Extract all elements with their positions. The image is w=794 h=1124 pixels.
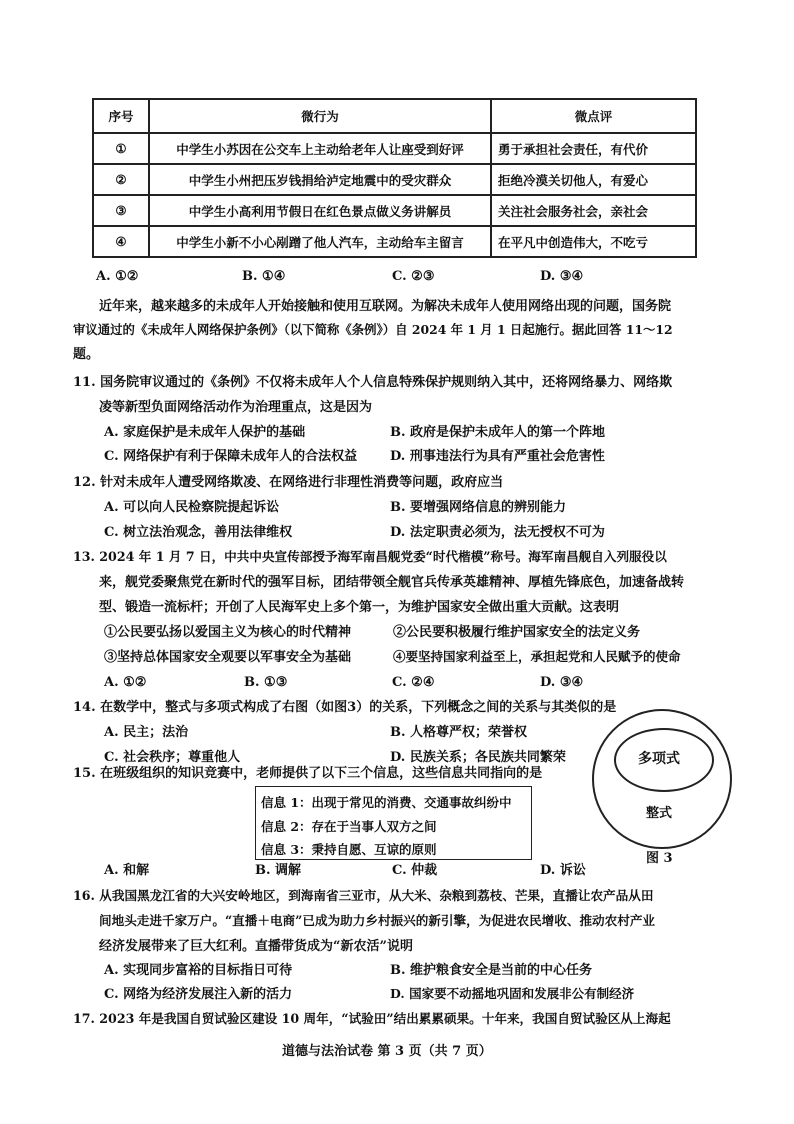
q14-option-d: D. 民族关系；各民族共同繁荣 [390, 750, 566, 765]
q16-option-c: C. 网络为经济发展注入新的活力 [104, 987, 293, 1002]
q13-stem: 13. 2024 年 1 月 7 日，中共中央宣传部授予海军南昌舰党委“时代楷模”称号。海军南昌舰自入列服役以 [73, 549, 667, 564]
row-comment: 关注社会服务社会，亲社会 [491, 195, 696, 226]
row-behavior: 中学生小苏因在公交车上主动给老年人让座受到好评 [149, 133, 491, 164]
q11-option-b: B. 政府是保护未成年人的第一个阵地 [390, 425, 606, 440]
table-row [93, 226, 696, 257]
figure-caption: 图 3 [646, 851, 673, 866]
q16-stem: 16. 从我国黑龙江省的大兴安岭地区，到海南省三亚市，从大米、杂粮到荔枝、芒果，直播让农产品从田 [73, 888, 654, 903]
row-comment: 在平凡中创造伟大，不吃亏 [491, 226, 696, 257]
q12-option-a: A. 可以向人民检察院提起诉讼 [104, 500, 280, 515]
table-row [93, 164, 696, 195]
q10-option-c: C. ②③ [392, 269, 435, 284]
q12-stem: 12. 针对未成年人遭受网络欺凌、在网络进行非理性消费等问题，政府应当 [73, 475, 504, 490]
q10-option-d: D. ③④ [540, 269, 584, 284]
q13-item-1: ①公民要弘扬以爱国主义为核心的时代精神 [104, 625, 352, 640]
q16-stem: 经济发展带来了巨大红利。直播带货成为“新农活”说明 [99, 939, 413, 954]
q15-stem: 15. 在班级组织的知识竞赛中，老师提供了以下三个信息，这些信息共同指向的是 [73, 766, 543, 781]
q16-option-a: A. 实现同步富裕的目标指日可待 [104, 963, 293, 978]
row-number: ③ [93, 195, 149, 226]
intro-line: 题。 [73, 347, 100, 362]
row-comment: 拒绝冷漠关切他人，有爱心 [491, 164, 696, 195]
row-comment: 勇于承担社会责任，有代价 [491, 133, 696, 164]
row-behavior: 中学生小高利用节假日在红色景点做义务讲解员 [149, 195, 491, 226]
table-row [93, 133, 696, 164]
q15-option-a: A. 和解 [104, 863, 150, 878]
q13-stem: 来，舰党委聚焦党在新时代的强军目标，团结带领全舰官兵传承英雄精神、厚植先锋底色，加速备战转 [99, 575, 685, 590]
row-number: ④ [93, 226, 149, 257]
row-behavior: 中学生小州把压岁钱捐给泸定地震中的受灾群众 [149, 164, 491, 195]
q15-option-b: B. 调解 [255, 863, 302, 878]
q17-stem: 17. 2023 年是我国自贸试验区建设 10 周年，“试验田”结出累累硕果。十年来，我国自贸试验区从上海起 [73, 1011, 671, 1026]
q11-stem: 凌等新型负面网络活动作为治理重点，这是因为 [99, 400, 373, 415]
info-line: 信息 3：秉持自愿、互谅的原则 [261, 842, 437, 857]
row-number: ② [93, 164, 149, 195]
q14-option-a: A. 民主；法治 [104, 725, 189, 740]
figure-outer-label: 整式 [646, 806, 673, 821]
q14-stem: 14. 在数学中，整式与多项式构成了右图（如图3）的关系，下列概念之间的关系与其类似的是 [73, 700, 617, 715]
q16-stem: 间地头走进千家万户。“直播＋电商”已成为助力乡村振兴的新引擎，为促进农民增收、推动农村产业 [99, 913, 656, 928]
q12-option-d: D. 法定职责必须为，法无授权不可为 [390, 525, 605, 540]
q15-option-c: C. 仲裁 [392, 863, 438, 878]
table-header: 微行为 [149, 99, 491, 133]
q13-option-c: C. ②④ [392, 675, 435, 690]
q11-stem: 11. 国务院审议通过的《条例》不仅将未成年人个人信息特殊保护规则纳入其中，还将网络暴力、网络欺 [73, 375, 673, 390]
intro-line: 审议通过的《未成年人网络保护条例》（以下简称《条例》）自 2024 年 1 月 1 日起施行。据此回答 11～12 [73, 322, 673, 337]
q12-option-c: C. 树立法治观念，善用法律维权 [104, 525, 293, 540]
row-behavior: 中学生小新不小心剐蹭了他人汽车，主动给车主留言 [149, 226, 491, 257]
q13-option-a: A. ①② [104, 675, 147, 690]
q13-option-b: B. ①③ [244, 675, 288, 690]
table-header: 序号 [93, 99, 149, 133]
q15-option-d: D. 诉讼 [540, 863, 586, 878]
q11-option-a: A. 家庭保护是未成年人保护的基础 [104, 425, 306, 440]
behavior-table [92, 98, 697, 258]
q14-option-c: C. 社会秩序；尊重他人 [104, 750, 241, 765]
q16-option-d: D. 国家要不动摇地巩固和发展非公有制经济 [390, 986, 635, 1001]
info-line: 信息 2：存在于当事人双方之间 [261, 819, 437, 834]
q12-option-b: B. 要增强网络信息的辨别能力 [390, 500, 567, 515]
q11-option-c: C. 网络保护有利于保障未成年人的合法权益 [104, 449, 358, 464]
q13-option-d: D. ③④ [540, 675, 584, 690]
info-line: 信息 1：出现于常见的消费、交通事故纠纷中 [261, 795, 512, 810]
table-header: 微点评 [491, 99, 696, 133]
intro-line: 近年来，越来越多的未成年人开始接触和使用互联网。为解决未成年人使用网络出现的问题，国务院 [99, 299, 672, 314]
table-header-row [93, 99, 696, 133]
table-row [93, 195, 696, 226]
q10-option-b: B. ①④ [242, 269, 286, 284]
q14-option-b: B. 人格尊严权；荣誉权 [390, 725, 528, 740]
q13-stem: 型、锻造一流标杆；开创了人民海军史上多个第一，为维护国家安全做出重大贡献。这表明 [99, 600, 620, 615]
q16-option-b: B. 维护粮食安全是当前的中心任务 [390, 963, 593, 978]
row-number: ① [93, 133, 149, 164]
q13-item-3: ③坚持总体国家安全观要以军事安全为基础 [104, 650, 352, 665]
q10-option-a: A. ①② [96, 269, 139, 284]
q11-option-d: D. 刑事违法行为具有严重社会危害性 [390, 449, 605, 464]
figure-inner-label: 多项式 [638, 751, 680, 767]
page-footer: 道德与法治试卷 第 3 页（共 7 页） [282, 1044, 492, 1059]
q15-info-box [255, 786, 532, 860]
q13-item-4: ④要坚持国家利益至上，承担起党和人民赋予的使命 [393, 649, 681, 664]
q13-item-2: ②公民要积极履行维护国家安全的法定义务 [393, 625, 641, 640]
